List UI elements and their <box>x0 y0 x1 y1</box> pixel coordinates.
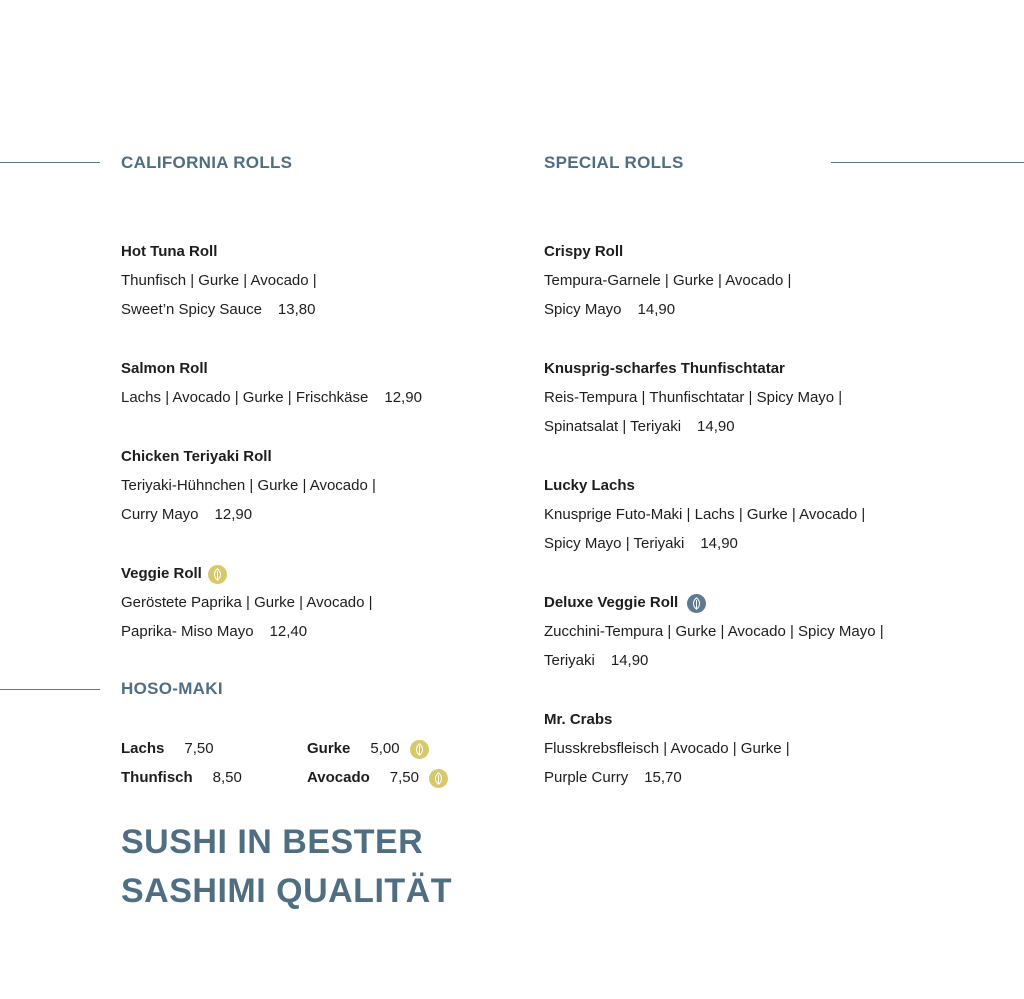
menu-item-lucky-lachs <box>544 476 984 554</box>
item-name: Veggie Roll <box>121 564 561 584</box>
menu-item-knusprig-scharfes-thunfischtatar <box>544 359 984 437</box>
item-name: Salmon Roll <box>121 360 208 377</box>
section-title-hoso-maki: HOSO-MAKI <box>121 679 223 698</box>
item-description: Spicy Mayo 14,90 <box>544 301 676 318</box>
divider-left-california <box>0 162 100 163</box>
item-description: Paprika- Miso Mayo 12,40 <box>121 623 308 640</box>
tagline <box>121 818 452 916</box>
leaf-icon <box>208 565 227 584</box>
item-description: Reis-Tempura | Thunfischtatar | Spicy Mayo | <box>544 389 843 406</box>
hoso-item-avocado <box>307 768 448 788</box>
hoso-item-thunfisch <box>121 768 242 788</box>
item-price: 14,90 <box>700 535 738 552</box>
item-price: 12,90 <box>214 506 253 523</box>
item-description: Knusprige Futo-Maki | Lachs | Gurke | Avocado | <box>544 506 866 523</box>
hoso-item-price: 8,50 <box>212 769 242 786</box>
item-name: Deluxe Veggie Roll <box>544 593 984 613</box>
item-description: Spinatsalat | Teriyaki 14,90 <box>544 418 735 435</box>
item-name: Mr. Crabs <box>544 711 613 728</box>
item-price: 15,70 <box>644 769 682 786</box>
hoso-item-price: 5,00 <box>370 740 400 757</box>
item-name: Lucky Lachs <box>544 477 635 494</box>
item-price: 14,90 <box>697 418 735 435</box>
item-price: 14,90 <box>610 652 649 669</box>
hoso-item-name: Gurke <box>307 740 351 757</box>
section-title-california-rolls: CALIFORNIA ROLLS <box>121 153 293 172</box>
section-title-special-rolls: SPECIAL ROLLS <box>544 153 684 172</box>
menu-item-mr-crabs <box>544 710 984 788</box>
tagline-line-2: SASHIMI QUALITÄT <box>121 872 452 910</box>
item-description: Tempura-Garnele | Gurke | Avocado | <box>544 272 792 289</box>
item-description: Flusskrebsfleisch | Avocado | Gurke | <box>544 740 790 757</box>
hoso-item-price: 7,50 <box>389 769 419 786</box>
item-description: Thunfisch | Gurke | Avocado | <box>121 272 317 289</box>
item-description: Geröstete Paprika | Gurke | Avocado | <box>121 594 373 611</box>
item-description: Zucchini-Tempura | Gurke | Avocado | Spicy Mayo | <box>544 623 884 640</box>
item-description: Teriyaki 14,90 <box>544 652 649 669</box>
menu-item-veggie-roll <box>121 564 561 642</box>
item-price: 14,90 <box>637 301 676 318</box>
menu-item-crispy-roll <box>544 242 984 320</box>
divider-right-special <box>831 162 1024 163</box>
item-description: Purple Curry 15,70 <box>544 769 682 786</box>
item-description: Lachs | Avocado | Gurke | Frischkäse 12,90 <box>121 389 422 406</box>
menu-item-chicken-teriyaki-roll <box>121 447 561 525</box>
item-description: Curry Mayo 12,90 <box>121 506 253 523</box>
hoso-item-name: Avocado <box>307 769 370 786</box>
menu-item-deluxe-veggie-roll <box>544 593 984 671</box>
item-price: 12,40 <box>269 623 308 640</box>
item-description: Spicy Mayo | Teriyaki 14,90 <box>544 535 738 552</box>
leaf-icon <box>687 594 706 613</box>
menu-item-hot-tuna-roll <box>121 242 561 320</box>
hoso-item-gurke <box>307 739 429 759</box>
item-name: Chicken Teriyaki Roll <box>121 448 272 465</box>
item-name: Knusprig-scharfes Thunfischtatar <box>544 360 785 377</box>
tagline-line-1: SUSHI IN BESTER <box>121 823 424 861</box>
item-name: Crispy Roll <box>544 243 624 260</box>
hoso-item-price: 7,50 <box>184 740 214 757</box>
divider-left-hoso <box>0 689 100 690</box>
hoso-item-name: Thunfisch <box>121 769 193 786</box>
item-description: Sweet’n Spicy Sauce 13,80 <box>121 301 316 318</box>
item-name: Hot Tuna Roll <box>121 243 218 260</box>
hoso-item-name: Lachs <box>121 740 165 757</box>
leaf-icon <box>410 740 429 759</box>
hoso-item-lachs <box>121 739 214 759</box>
item-description: Teriyaki-Hühnchen | Gurke | Avocado | <box>121 477 376 494</box>
leaf-icon <box>429 769 448 788</box>
item-price: 12,90 <box>384 389 422 406</box>
menu-item-salmon-roll <box>121 359 561 408</box>
item-price: 13,80 <box>277 301 316 318</box>
